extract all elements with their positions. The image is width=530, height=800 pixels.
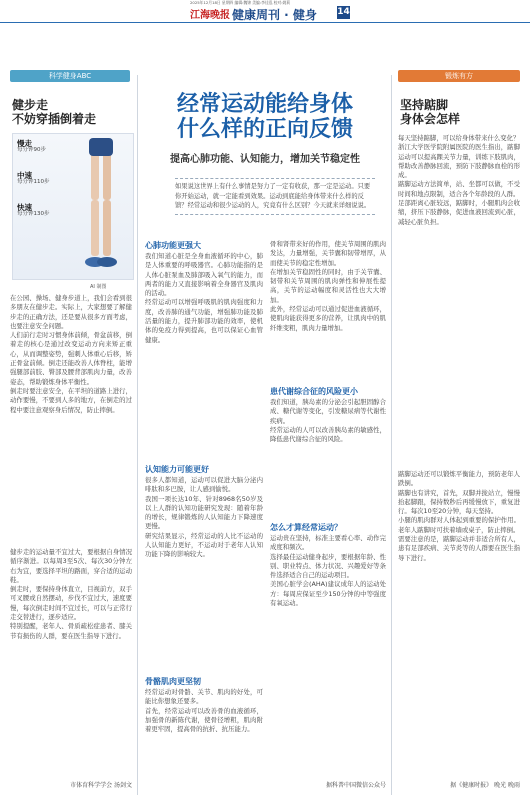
right-column-body-2: 踮脚运动还可以锻炼平衡能力，预防老年人跌倒。 踮脚也有讲究，首先，双脚并拢站立，慢慢抬起脚跟，保持数秒后再缓慢放下，重复进行。每次10至20分钟，每天坚持。 小腿的肌肉群对人体起到重要的保护作用。老年人踮脚时可扶着墙或桌子，防止摔倒。 需要注意的是，踮脚运动并非适合所有人，患有足部疾病、关节炎等的人群要在医生指导下进行。 <box>398 470 520 562</box>
legs-illustration <box>73 138 129 274</box>
left-column-tag: 科学健身ABC <box>10 70 130 82</box>
walking-speed-figure <box>12 133 134 280</box>
section-text-cognition: 很多人都知道，运动可以促进大脑分泌内啡肽和多巴胺，让人感到愉悦。 我国一项长达10年、针对8968名50岁及以上人群的认知功能研究发现：随着年龄的增长，规律锻炼的人认知能力下降速度更慢。 研究结果显示，经常运动的人比不运动的人认知能力更好，不运动对于老年人认知功能下降的影响较大。 <box>145 476 263 559</box>
right-title-line1: 坚持踮脚 <box>400 98 449 112</box>
article-title-line1: 经常运动能给身体 <box>176 92 353 117</box>
figure-step-slow: 慢走 每分钟90步 <box>17 139 46 153</box>
page-number: 14 <box>337 7 350 17</box>
column-rule-right <box>391 75 392 795</box>
left-column-title <box>12 98 132 126</box>
section-heading-cognition: 认知能力可能更好 <box>145 465 209 474</box>
right-column-body: 每天坚持踮脚，可以给身体带来什么变化？ 浙江大学医学院附属医院的医生指出，踮脚运动可以提高踝关节力量，训练下肢肌肉，帮助改善静脉回流，预防下肢静脉血栓的形成。 踮脚运动方法简单，站、坐都可以做，不受时间和地点限制，适合各个年龄段的人群。 足部距离心脏较远，踮脚时，小腿肌肉会收缩，挤压下肢静脉，促进血液回流到心脏，减轻心脏负担。 <box>398 134 520 226</box>
section-text-joints: 骨和肾带来好的作用，使关节周围的肌肉发达，力量增强，关节囊和韧带增厚，从而使关节的稳定性增加。 在增加关节稳固性的同时，由于关节囊、韧带和关节周围的肌肉弹性和伸展性提高，关节的运动幅度和灵活性也大大增加。 此外，经常运动可以通过促进血液循环，使肌肉能获得更多的营养，让肌肉中的肌纤维变粗，肌肉力量增加。 <box>270 240 386 332</box>
section-heading-metabolic: 患代谢综合征的风险更小 <box>270 387 358 396</box>
figure-caption: AI 制图 <box>90 284 107 290</box>
left-title-line1: 健步走 <box>12 98 49 112</box>
article-title-line2: 什么样的正向反馈 <box>176 117 353 142</box>
newspaper-logo: 江海晚报 <box>190 10 230 21</box>
figure-step-medium: 中速 每分钟110步 <box>17 171 50 185</box>
dateline: 2025年12月18日 星期四 编辑:魏锦 美编:李佳泓 校对:姚莉 <box>190 0 291 5</box>
section-text-cardio: 我们知道心脏是全身血液循环的中心，肺是人体重要的呼吸器官。心肺功能指的是人体心脏泵血及肺部吸入氧气的能力，而两者的能力又直接影响着全身器官及肌肉的活动。 经常运动可以增强呼吸肌的肌肉强度和力度，改善肺的通气功能，增强肺功能及肺活量的能力，提升肺部功能的效率，使机体的免疫力得到提高，也可以保证心血管健康。 <box>145 252 263 344</box>
section-text-bones: 经常运动对骨骼、关节、肌肉的好处，可能比你想象还要多。 首先，经常运动可以改善骨的血液循环，加强骨的新陈代谢，使骨径增粗，肌肉附着更牢固，提高骨的抗折、抗压能力。 <box>145 688 263 734</box>
section-title: 健康周刊 · 健身 <box>232 8 317 22</box>
section-heading-how-often: 怎么才算经常运动？ <box>270 523 342 532</box>
left-column-signature: 市体育科学学会 汤剑文 <box>70 782 132 789</box>
article-subtitle: 提高心肺功能、认知能力，增加关节稳定性 <box>170 154 360 165</box>
right-column-tag: 锻炼有方 <box>398 70 520 82</box>
column-rule-left <box>137 75 138 795</box>
right-column-signature: 据《健康时报》 晚光 晚雨 <box>450 782 520 789</box>
section-text-metabolic: 我们知道，胰岛素的分泌会引起胆固醇合成、糖代谢等变化，引发糖尿病等代谢性疾病。 经常运动的人可以改善胰岛素的敏感性，降低患代谢综合征的风险。 <box>270 398 386 444</box>
figure-step-fast: 快速 每分钟130步 <box>17 203 50 217</box>
section-text-how-often: 运动贵在坚持，标准主要看心率、动作完成度和频次。 选择最佳运动健身起步，要根据年龄、性别、职业特点、体力状况、兴趣爱好等条件选择适合自己的运动项目。 美国心脏学会(AHA)建议成年人的运动处方：每周应保证至少150分钟的中等强度有氧运动。 <box>270 534 386 608</box>
center-signature: 据科普中国微信公众号 <box>325 782 386 789</box>
section-heading-cardio: 心肺功能更强大 <box>145 241 201 250</box>
article-lead: 如果说这世界上有什么事情是努力了一定有收获，那一定是运动。只要你开始运动，就一定能看到效果。运动到底能给身体带来什么样的反馈？经常运动和很少运动的人，究竟有什么区别？今天就来详细说说。 <box>175 178 375 215</box>
right-column-title <box>400 98 520 126</box>
header-rule <box>0 22 530 23</box>
left-title-line2: 不妨穿插倒着走 <box>12 112 97 126</box>
article-title <box>140 92 390 142</box>
section-heading-bones: 骨骼肌肉更坚韧 <box>145 677 201 686</box>
right-title-line2: 身体会怎样 <box>400 112 461 126</box>
left-column-body-2: 健步走的运动量不宜过大，要根据自身情况循序渐进。以每周3至5次、每次30分钟左右为宜，要选择平坦的路面，穿合适的运动鞋。 倒走时，要保持身体直立，目视前方，双手可叉腰或自然摆动，步伐不宜过大，速度要慢，每次倒走时间不宜过长，可以与正常行走交替进行，逐步适应。 特别提醒，老年人、骨质疏松症患者、膝关节有损伤的人群，要在医生指导下进行。 <box>10 548 132 640</box>
left-column-body: 在公园、操场、健身步道上，我们会看到很多朋友在健步走。实际上，大家想要了解健步走的正确方法，还是要从很多方面考虑，也要注意安全问题。 人们前行走时习惯身体前倾，骨盆前移，倒着走的核心是通过改变运动方向来矫正重心，从而调整姿势，强刺人体重心后移，矫正骨盆前倾。倒走还能改善人体脊柱，能增强腿部前肢、臀部及腰背部肌肉力量，改善姿态，帮助锻炼身体平衡性。 倒走时要注意安全，在平坦的道路上进行，动作要慢，不要到人多的地方，在倒走的过程中要注意观察身后情况，防止摔倒。 <box>10 294 132 414</box>
